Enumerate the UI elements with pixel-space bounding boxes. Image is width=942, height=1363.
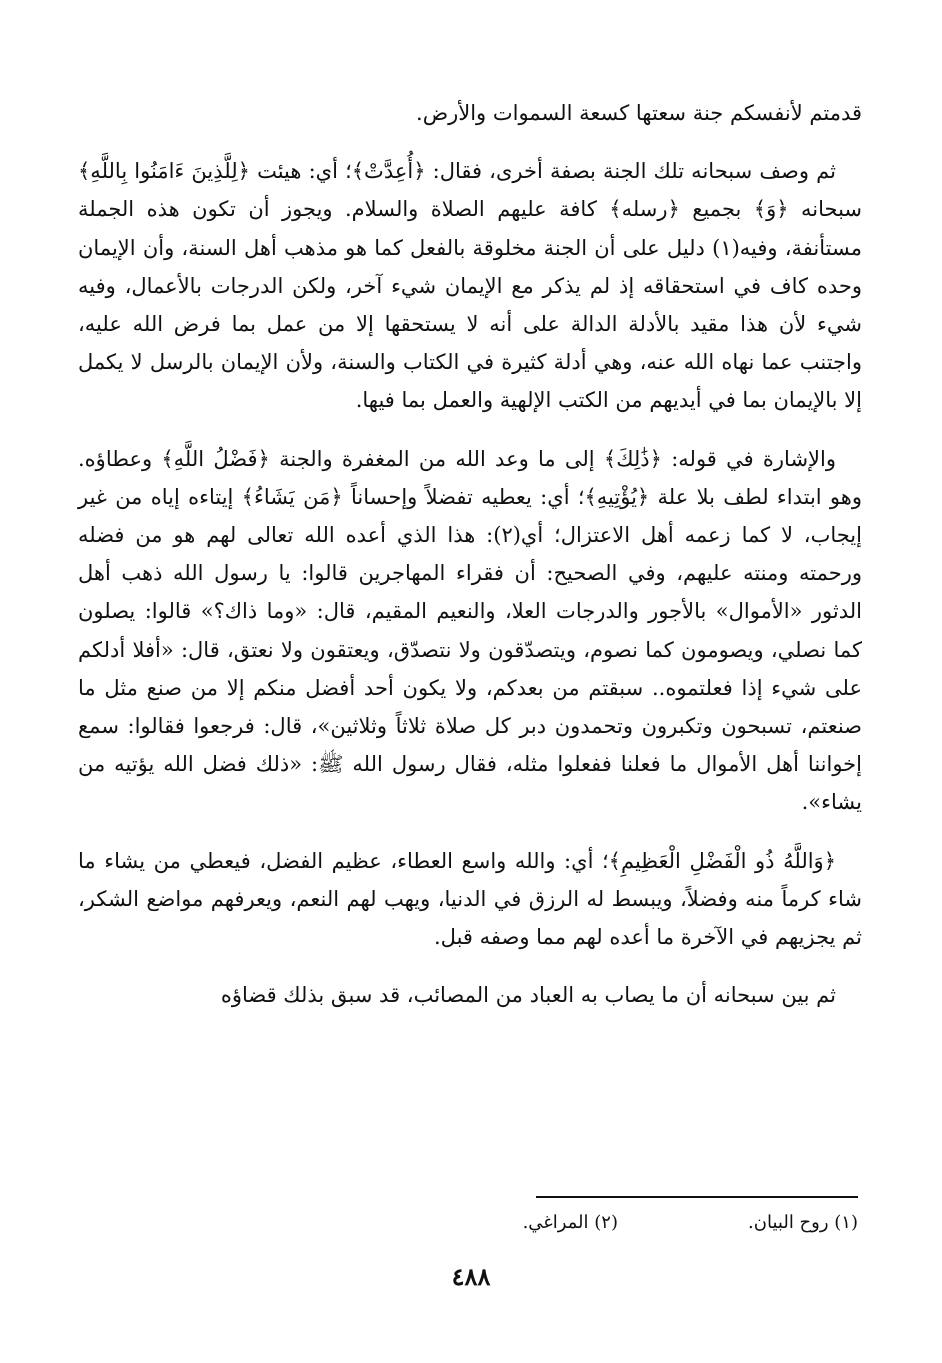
paragraph-1: قدمتم لأنفسكم جنة سعتها كسعة السموات والأرض. <box>416 101 862 125</box>
footnote-divider <box>536 1196 858 1198</box>
paragraph-5: ثم بين سبحانه أن ما يصاب به العباد من المصائب، قد سبق بذلك قضاؤه <box>220 983 836 1008</box>
paragraph-2: ثم وصف سبحانه تلك الجنة بصفة أخرى، فقال: ﴿أُعِدَّتْ﴾؛ أي: هيئت ﴿لِلَّذِينَ ءَامَنُوا بِاللَّهِ﴾ سبحانه ﴿وَ﴾ بجميع ﴿رسله﴾ كافة عليهم الصلاة والسلام. ويجوز أن تكون هذه الجملة مستأنفة، وفيه(١) دليل على أن الجنة مخلوقة بالفعل كما هو مذهب أهل السنة، وأن الإيمان وحده كاف في استحقاقه إذ لم يذكر مع الإيمان شيء آخر، ولكن الدرجات بالأعمال، وفيه شيء لأن هذا مقيد بالأدلة الدالة على أنه لا يستحقها إلا من عمل بما فرض الله عليه، واجتنب عما نهاه الله عنه، وهي أدلة كثيرة في الكتاب والسنة، ولأن الإيمان بالرسل لا يكمل إلا بالإيمان بما في أيديهم من الكتب الإلهية والعمل بما فيها. <box>78 159 862 413</box>
footnote-1: (١) روح البيان. <box>748 1212 858 1233</box>
paragraph-3: والإشارة في قوله: ﴿ذَٰلِكَ﴾ إلى ما وعد الله من المغفرة والجنة ﴿فَضْلُ اللَّهِ﴾ وعطاؤه. وهو ابتداء لطف بلا علة ﴿يُؤْتِيهِ﴾؛ أي: يعطيه تفضلاً وإحساناً ﴿مَن يَشَاءُ﴾ إيتاءه إياه من غير إيجاب، لا كما زعمه أهل الاعتزال؛ أي(٢): هذا الذي أعده الله تعالى لهم هو من فضله ورحمته ومنته عليهم، وفي الصحيح: أن فقراء المهاجرين قالوا: يا رسول الله ذهب أهل الدثور «الأموال» بالأجور والدرجات العلا، والنعيم المقيم، قال: «وما ذاك؟» قالوا: يصلون كما نصلي، ويصومون كما نصوم، ويتصدّقون ولا نتصدّق، ويعتقون ولا نعتق، قال: «أفلا أدلكم على شيء إذا فعلتموه.. سبقتم من بعدكم، ولا يكون أحد أفضل منكم إلا من صنع مثل ما صنعتم، تسبحون وتكبرون وتحمدون دبر كل صلاة ثلاثاً وثلاثين»، قال: فرجعوا فقالوا: سمع إخواننا أهل الأموال ما فعلنا ففعلوا مثله، فقال رسول الله ﷺ: «ذلك فضل الله يؤتيه من يشاء». <box>78 446 862 815</box>
body-text <box>78 94 862 1034</box>
page-number: ٤٨٨ <box>451 1262 491 1291</box>
paragraph-4: ﴿وَاللَّهُ ذُو الْفَضْلِ الْعَظِيمِ﴾؛ أي: والله واسع العطاء، عظيم الفضل، فيعطي من يشاء ما شاء كرماً منه وفضلاً، ويبسط له الرزق في الدنيا، ويهب لهم النعم، ويعرفهم مواضع الشكر، ثم يجزيهم في الآخرة ما أعده لهم مما وصفه قبل. <box>78 848 862 950</box>
footnotes <box>298 1212 858 1244</box>
footnote-2: (٢) المراغي. <box>522 1212 618 1233</box>
